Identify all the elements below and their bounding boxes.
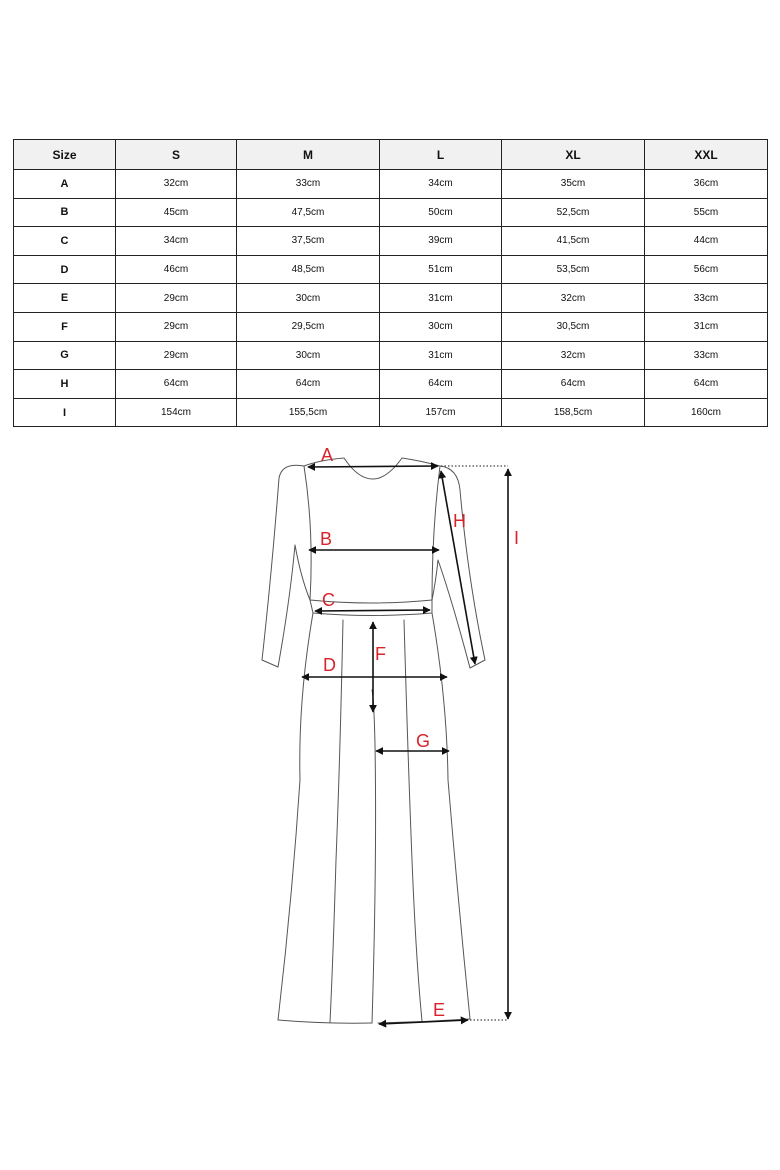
row-label-cell: H (14, 370, 116, 399)
header-xxl: XXL (645, 140, 768, 170)
measure-line-a (308, 466, 438, 467)
row-label-cell: A (14, 170, 116, 199)
measurement-cell: 41,5cm (502, 227, 645, 256)
measurement-cell: 155,5cm (237, 398, 380, 427)
measurement-cell: 32cm (502, 284, 645, 313)
measurement-cell: 29cm (116, 312, 237, 341)
measurement-cell: 52,5cm (502, 198, 645, 227)
header-m: M (237, 140, 380, 170)
jumpsuit-measurement-diagram (0, 430, 780, 1040)
measurement-cell: 160cm (645, 398, 768, 427)
table-row (14, 284, 768, 313)
table-row (14, 398, 768, 427)
measurement-cell: 36cm (645, 170, 768, 199)
table-row (14, 255, 768, 284)
measurement-cell: 32cm (502, 341, 645, 370)
measurement-cell: 64cm (502, 370, 645, 399)
measurement-cell: 45cm (116, 198, 237, 227)
measure-line-c (315, 610, 430, 611)
table-row (14, 227, 768, 256)
row-label-cell: D (14, 255, 116, 284)
trouser-inseam (372, 690, 376, 1023)
measurement-labels (320, 445, 519, 1020)
measurement-cell: 33cm (645, 284, 768, 313)
measurement-cell: 32cm (116, 170, 237, 199)
measurement-cell: 33cm (645, 341, 768, 370)
measurement-cell: 53,5cm (502, 255, 645, 284)
measurement-cell: 29,5cm (237, 312, 380, 341)
measurement-cell: 64cm (645, 370, 768, 399)
measure-line-h (441, 471, 475, 664)
measurement-cell: 64cm (116, 370, 237, 399)
measurement-cell: 31cm (380, 284, 502, 313)
row-label-cell: B (14, 198, 116, 227)
label-c: C (322, 590, 335, 610)
measurement-cell: 64cm (380, 370, 502, 399)
trouser-outer-right (432, 613, 470, 1019)
label-e: E (433, 1000, 446, 1020)
measurement-cell: 48,5cm (237, 255, 380, 284)
measurement-cell: 47,5cm (237, 198, 380, 227)
size-chart-table (13, 139, 768, 427)
measurement-cell: 157cm (380, 398, 502, 427)
label-d: D (323, 655, 336, 675)
right-shoulder (402, 458, 440, 466)
header-l: L (380, 140, 502, 170)
measurement-cell: 50cm (380, 198, 502, 227)
table-row (14, 312, 768, 341)
pleat-right (404, 620, 422, 1021)
measurement-cell: 35cm (502, 170, 645, 199)
measurement-cell: 31cm (380, 341, 502, 370)
row-label-cell: I (14, 398, 116, 427)
jumpsuit-outline (262, 458, 485, 1023)
row-label-cell: E (14, 284, 116, 313)
measurement-cell: 29cm (116, 284, 237, 313)
measure-line-e (379, 1020, 468, 1024)
trouser-hem-left (278, 1020, 372, 1023)
label-f: F (375, 644, 386, 664)
table-row (14, 198, 768, 227)
header-s: S (116, 140, 237, 170)
label-a: A (321, 445, 334, 465)
bodice-left-side (304, 466, 311, 600)
table-header-row (14, 140, 768, 170)
measurement-cell: 39cm (380, 227, 502, 256)
row-label-cell: F (14, 312, 116, 341)
label-g: G (416, 731, 431, 751)
table-row (14, 370, 768, 399)
measurement-cell: 30cm (380, 312, 502, 341)
measurement-cell: 30cm (237, 341, 380, 370)
pleat-left (330, 620, 343, 1022)
label-i: I (514, 528, 520, 548)
measurement-cell: 56cm (645, 255, 768, 284)
measurement-cell: 55cm (645, 198, 768, 227)
measurement-cell: 34cm (116, 227, 237, 256)
header-xl: XL (502, 140, 645, 170)
measurement-cell: 154cm (116, 398, 237, 427)
neckline (344, 458, 402, 479)
label-b: B (320, 529, 333, 549)
measurement-cell: 34cm (380, 170, 502, 199)
measurement-cell: 44cm (645, 227, 768, 256)
header-size: Size (14, 140, 116, 170)
measurement-cell: 37,5cm (237, 227, 380, 256)
measurement-cell: 31cm (645, 312, 768, 341)
trouser-outer-left (278, 613, 313, 1020)
left-sleeve (262, 465, 310, 667)
measurement-cell: 30,5cm (502, 312, 645, 341)
measurement-cell: 33cm (237, 170, 380, 199)
measurement-cell: 29cm (116, 341, 237, 370)
measurement-cell: 64cm (237, 370, 380, 399)
measurement-cell: 158,5cm (502, 398, 645, 427)
measurement-cell: 30cm (237, 284, 380, 313)
row-label-cell: C (14, 227, 116, 256)
table-row (14, 170, 768, 199)
measurement-cell: 51cm (380, 255, 502, 284)
row-label-cell: G (14, 341, 116, 370)
table-row (14, 341, 768, 370)
label-h: H (453, 511, 466, 531)
measurement-cell: 46cm (116, 255, 237, 284)
